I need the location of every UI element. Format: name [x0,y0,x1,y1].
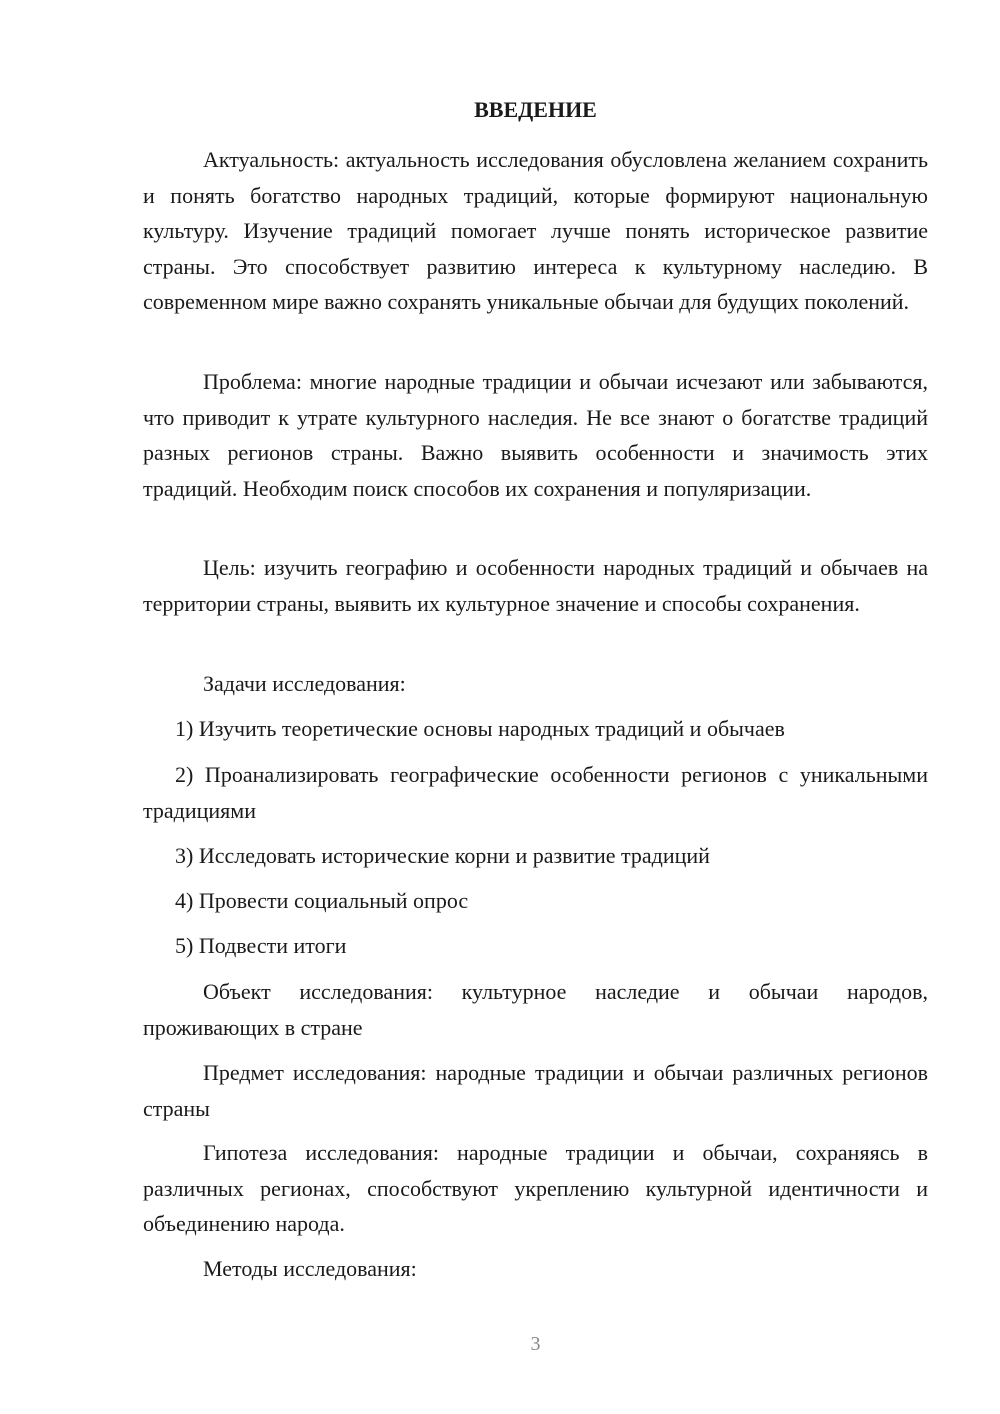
paragraph-relevance: Актуальность: актуальность исследования обусловлена желанием сохранить и понять богатство народных традиций, которые формируют национальную культуру. Изучение традиций помогает лучше понять историческое развитие страны. Это способствует развитию интереса к культурному наследию. В современном мире важно сохранять уникальные обычаи для будущих поколений. [143,147,928,314]
task-item-4: 4) Провести социальный опрос [175,888,469,913]
paragraph-hypothesis: Гипотеза исследования: народные традиции и обычаи, сохраняясь в различных регионах, способствуют укреплению культурной идентичности и объединению народа. [143,1140,928,1236]
tasks-heading: Задачи исследования: [203,671,406,696]
page-number: 3 [530,1333,541,1355]
paragraph-object: Объект исследования: культурное наследие и обычаи народов, проживающих в стране [143,979,928,1040]
task-item-1: 1) Изучить теоретические основы народных традиций и обычаев [175,716,785,741]
paragraph-methods: Методы исследования: [203,1256,417,1281]
task-item-5: 5) Подвести итоги [175,933,347,958]
paragraph-problem: Проблема: многие народные традиции и обычаи исчезают или забываются, что приводит к утрате культурного наследия. Не все знают о богатстве традиций разных регионов страны. Важно выявить особенности и значимость этих традиций. Необходим поиск способов их сохранения и популяризации. [143,369,928,501]
task-item-2: 2) Проанализировать географические особенности регионов с уникальными традициями [143,762,928,823]
task-item-3: 3) Исследовать исторические корни и развитие традиций [175,843,710,868]
paragraph-goal: Цель: изучить географию и особенности народных традиций и обычаев на территории страны, выявить их культурное значение и способы сохранения. [143,555,928,616]
page-title: ВВЕДЕНИЕ [474,97,597,122]
paragraph-subject: Предмет исследования: народные традиции и обычаи различных регионов страны [143,1060,928,1121]
